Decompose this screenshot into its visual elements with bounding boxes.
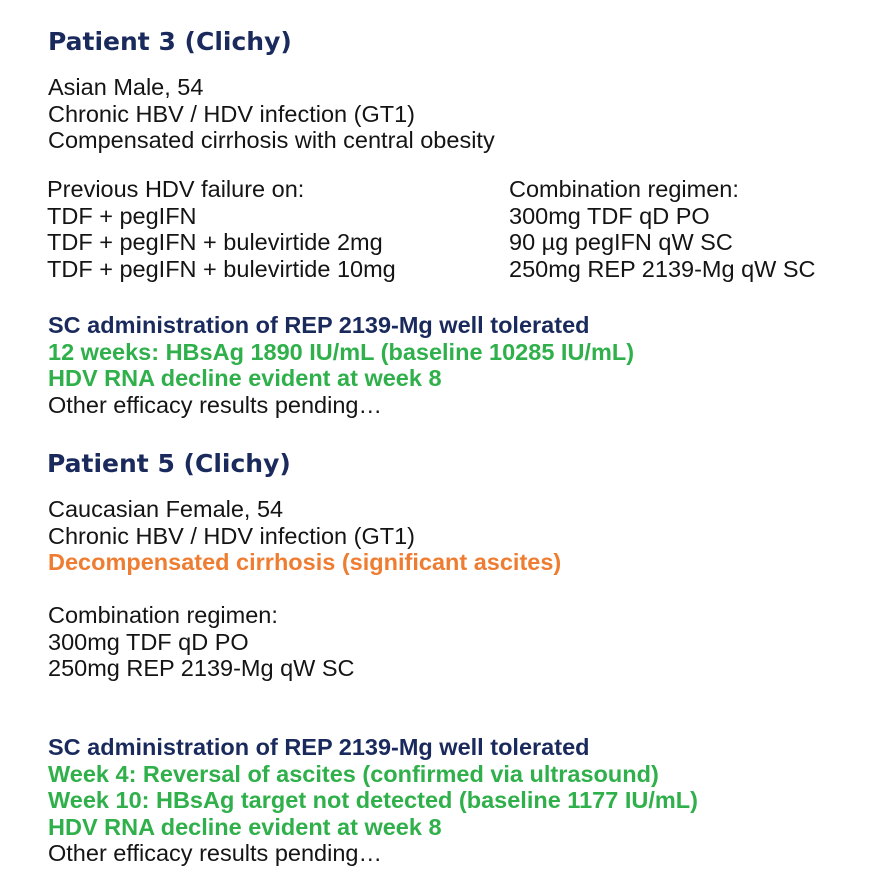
- patient5-demographic-line: Chronic HBV / HDV infection (GT1): [48, 522, 415, 549]
- regimen-item: 90 µg pegIFN qW SC: [509, 229, 733, 255]
- regimen-heading: Combination regimen:: [509, 176, 739, 202]
- patient3-regimen: [509, 176, 816, 282]
- regimen-item: 300mg TDF qD PO: [509, 202, 710, 229]
- cirrhosis-warning: Decompensated cirrhosis (significant ascites): [48, 549, 562, 575]
- previous-failure-item: TDF + pegIFN + bulevirtide 2mg: [47, 229, 383, 255]
- regimen-item: 250mg REP 2139-Mg qW SC: [509, 255, 816, 282]
- patient3-demographic-line: Chronic HBV / HDV infection (GT1): [48, 100, 415, 127]
- patient5-outcomes: [48, 734, 698, 867]
- pending-results: Other efficacy results pending…: [48, 840, 382, 866]
- outcome-highlight: Week 10: HBsAg target not detected (baseline 1177 IU/mL): [48, 787, 698, 813]
- patient5-regimen: [48, 602, 355, 682]
- patient5-demographics: [48, 496, 561, 576]
- patient5-demographic-line: Caucasian Female, 54: [48, 496, 284, 522]
- regimen-item: 250mg REP 2139-Mg qW SC: [48, 655, 355, 681]
- previous-failure-heading: Previous HDV failure on:: [47, 176, 305, 202]
- regimen-heading: Combination regimen:: [48, 602, 278, 628]
- tolerated-statement: SC administration of REP 2139-Mg well tolerated: [48, 312, 590, 338]
- patient3-previous-failure: [47, 176, 396, 282]
- patient3-title: Patient 3 (Clichy): [48, 27, 292, 56]
- patient3-demographic-line: Compensated cirrhosis with central obesity: [48, 127, 495, 153]
- outcome-highlight: Week 4: Reversal of ascites (confirmed via ultrasound): [48, 760, 659, 787]
- outcome-highlight: 12 weeks: HBsAg 1890 IU/mL (baseline 10285 IU/mL): [48, 338, 635, 365]
- patient3-outcomes: [48, 312, 634, 418]
- previous-failure-item: TDF + pegIFN: [47, 202, 197, 229]
- tolerated-statement: SC administration of REP 2139-Mg well tolerated: [48, 734, 590, 760]
- regimen-item: 300mg TDF qD PO: [48, 628, 249, 655]
- patient3-demographic-line: Asian Male, 54: [48, 74, 204, 100]
- outcome-highlight: HDV RNA decline evident at week 8: [48, 813, 442, 840]
- outcome-highlight: HDV RNA decline evident at week 8: [48, 365, 442, 391]
- patient3-demographics: [48, 74, 495, 154]
- previous-failure-item: TDF + pegIFN + bulevirtide 10mg: [47, 255, 396, 282]
- patient5-title: Patient 5 (Clichy): [47, 449, 291, 478]
- pending-results: Other efficacy results pending…: [48, 391, 382, 418]
